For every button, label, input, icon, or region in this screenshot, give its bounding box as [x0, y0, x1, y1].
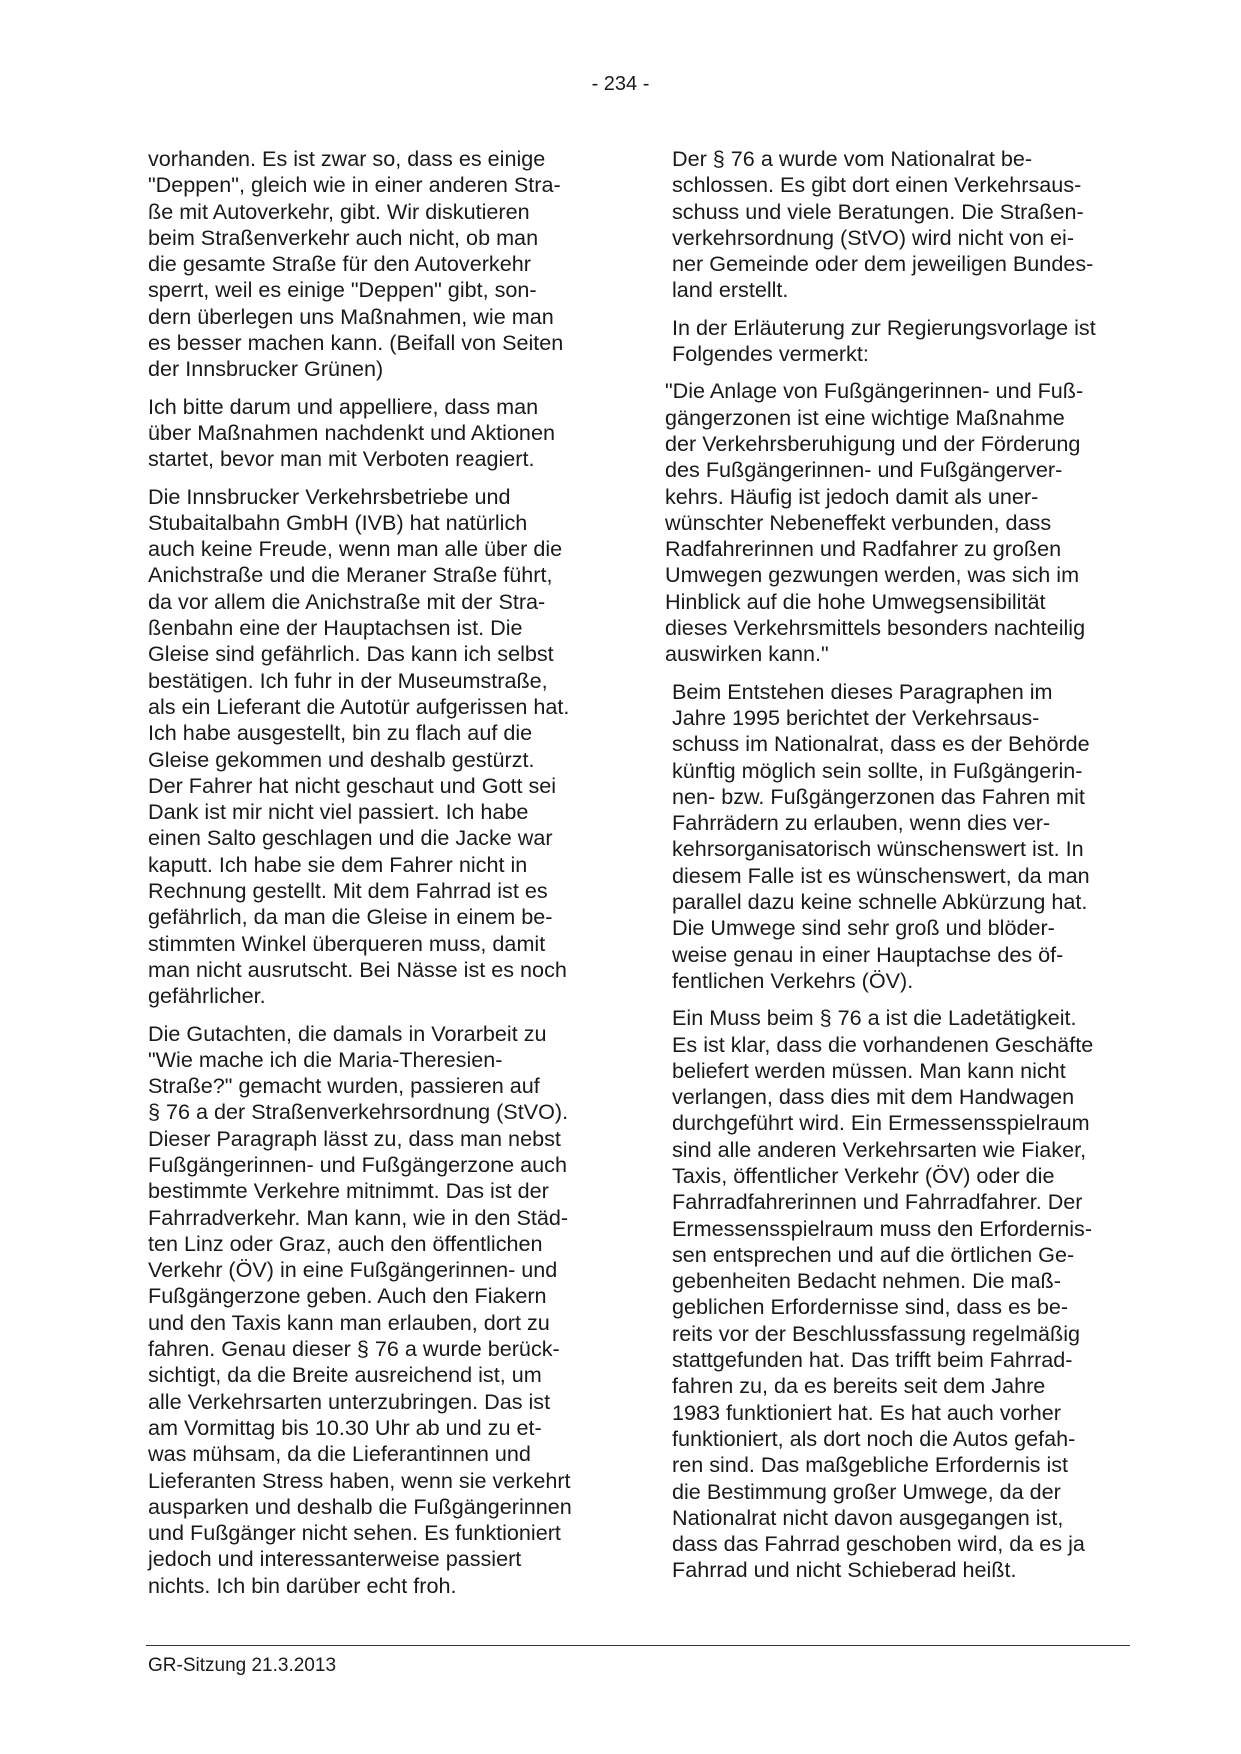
text-line: Radfahrerinnen und Radfahrer zu großen: [665, 536, 1062, 562]
text-line: nichts. Ich bin darüber echt froh.: [148, 1572, 457, 1598]
text-line: kehrsorganisatorisch wünschenswert ist. In: [672, 836, 1084, 862]
text-line: reits vor der Beschlussfassung regelmäßig: [672, 1320, 1081, 1346]
text-line: gängerzonen ist eine wichtige Maßnahme: [665, 404, 1065, 430]
text-line: Folgendes vermerkt:: [672, 341, 869, 367]
text-line: Stubaitalbahn GmbH (IVB) hat natürlich: [148, 509, 528, 535]
right-column-paragraph: [672, 146, 1136, 304]
left-column-paragraph: [148, 146, 600, 383]
right-column-paragraph: [672, 679, 1136, 995]
text-line: künftig möglich sein sollte, in Fußgängerin-: [672, 757, 1083, 783]
right-column-quote-paragraph: [665, 378, 1136, 667]
text-line: schlossen. Es gibt dort einen Verkehrsaus-: [672, 172, 1082, 198]
text-line: einen Salto geschlagen und die Jacke war: [148, 825, 553, 851]
text-line: beliefert werden müssen. Man kann nicht: [672, 1057, 1066, 1083]
text-line: Straße?" gemacht wurden, passieren auf: [148, 1073, 540, 1099]
text-line: die gesamte Straße für den Autoverkehr: [148, 251, 531, 277]
text-line: Der § 76 a wurde vom Nationalrat be-: [672, 146, 1033, 171]
text-line: dern überlegen uns Maßnahmen, wie man: [148, 303, 554, 329]
text-line: stattgefunden hat. Das trifft beim Fahrrad-: [672, 1347, 1073, 1373]
text-line: und Fußgänger nicht sehen. Es funktioniert: [148, 1520, 561, 1546]
text-line: Taxis, öffentlicher Verkehr (ÖV) oder die: [672, 1162, 1055, 1188]
page-number: - 234 -: [591, 73, 650, 95]
text-line: dieses Verkehrsmittels besonders nachteilig: [665, 615, 1086, 641]
text-line: beim Straßenverkehr auch nicht, ob man: [148, 224, 539, 250]
left-column-paragraph: [148, 394, 600, 473]
text-line: man nicht ausrutscht. Bei Nässe ist es noch: [148, 956, 567, 982]
text-line: startet, bevor man mit Verboten reagiert.: [148, 446, 535, 472]
text-line: Die Innsbrucker Verkehrsbetriebe und: [148, 483, 511, 509]
text-line: über Maßnahmen nachdenkt und Aktionen: [148, 419, 555, 445]
left-column-paragraph: [148, 484, 600, 1010]
text-line: was mühsam, da die Lieferantinnen und: [148, 1441, 531, 1467]
text-line: auch keine Freude, wenn man alle über die: [148, 536, 563, 562]
text-line: wünschter Nebeneffekt verbunden, dass: [665, 509, 1052, 535]
text-line: sichtigt, da die Breite ausreichend ist, um: [148, 1362, 542, 1388]
text-line: bestimmte Verkehre mitnimmt. Das ist der: [148, 1178, 549, 1204]
text-line: und den Taxis kann man erlauben, dort zu: [148, 1309, 550, 1335]
footer-divider: [146, 1645, 1130, 1646]
text-line: bestätigen. Ich fuhr in der Museumstraße,: [148, 667, 548, 693]
text-line: gefährlicher.: [148, 983, 266, 1009]
text-line: Lieferanten Stress haben, wenn sie verkehrt: [148, 1467, 571, 1493]
text-line: Dank ist mir nicht viel passiert. Ich habe: [148, 799, 529, 825]
text-line: schuss und viele Beratungen. Die Straßen-: [672, 198, 1084, 224]
text-line: jedoch und interessanterweise passiert: [148, 1546, 522, 1572]
text-line: des Fußgängerinnen- und Fußgängerver-: [665, 457, 1063, 483]
text-line: verkehrsordnung (StVO) wird nicht von ei-: [672, 224, 1075, 250]
text-line: gefährlich, da man die Gleise in einem be-: [148, 904, 553, 930]
text-line: ren sind. Das maßgebliche Erfordernis ist: [672, 1452, 1069, 1478]
text-line: In der Erläuterung zur Regierungsvorlage ist: [672, 314, 1096, 340]
text-line: es besser machen kann. (Beifall von Seiten: [148, 330, 564, 356]
text-line: "Wie mache ich die Maria-Theresien-: [148, 1046, 503, 1072]
text-line: Fahrrad und nicht Schieberad heißt.: [672, 1557, 1017, 1583]
text-line: Umwegen gezwungen werden, was sich im: [665, 562, 1080, 588]
text-line: Verkehr (ÖV) in eine Fußgängerinnen- und: [148, 1257, 558, 1283]
text-line: "Die Anlage von Fußgängerinnen- und Fuß-: [665, 378, 1084, 404]
text-line: Rechnung gestellt. Mit dem Fahrrad ist es: [148, 878, 548, 904]
text-line: sperrt, weil es einige "Deppen" gibt, son-: [148, 277, 537, 303]
text-line: da vor allem die Anichstraße mit der Stra-: [148, 588, 546, 614]
text-line: ße mit Autoverkehr, gibt. Wir diskutieren: [148, 198, 530, 224]
text-line: sind alle anderen Verkehrsarten wie Fiaker,: [672, 1136, 1087, 1162]
text-line: vorhanden. Es ist zwar so, dass es einige: [148, 146, 546, 171]
right-column: [665, 146, 1136, 1595]
text-line: ner Gemeinde oder dem jeweiligen Bundes-: [672, 251, 1094, 277]
text-line: der Innsbrucker Grünen): [148, 356, 384, 382]
text-line: Ich bitte darum und appelliere, dass man: [148, 393, 539, 419]
text-line: ausparken und deshalb die Fußgängerinnen: [148, 1493, 572, 1519]
text-line: dass das Fahrrad geschoben wird, da es ja: [672, 1531, 1085, 1557]
text-line: Anichstraße und die Meraner Straße führt,: [148, 562, 553, 588]
text-line: Gleise sind gefährlich. Das kann ich selbst: [148, 641, 554, 667]
text-line: die Bestimmung großer Umwege, da der: [672, 1478, 1061, 1504]
text-line: diesem Falle ist es wünschenswert, da man: [672, 862, 1090, 888]
left-column: [148, 146, 600, 1610]
text-line: kaputt. Ich habe sie dem Fahrer nicht in: [148, 851, 528, 877]
text-line: Dieser Paragraph lässt zu, dass man nebst: [148, 1125, 561, 1151]
right-column-paragraph: [672, 1005, 1136, 1584]
text-line: Fahrradverkehr. Man kann, wie in den Städ-: [148, 1204, 569, 1230]
text-line: Fußgängerinnen- und Fußgängerzone auch: [148, 1151, 567, 1177]
right-column-paragraph: [672, 315, 1136, 368]
text-line: Beim Entstehen dieses Paragraphen im: [672, 678, 1053, 704]
footer-session-date: GR-Sitzung 21.3.2013: [148, 1655, 337, 1676]
left-column-paragraph: [148, 1021, 600, 1600]
text-line: geblichen Erfordernisse sind, dass es be-: [672, 1294, 1069, 1320]
text-line: Hinblick auf die hohe Umwegsensibilität: [665, 588, 1046, 614]
text-line: Gleise gekommen und deshalb gestürzt.: [148, 746, 535, 772]
text-line: fentlichen Verkehrs (ÖV).: [672, 967, 914, 993]
text-line: Ein Muss beim § 76 a ist die Ladetätigkeit.: [672, 1005, 1077, 1031]
text-line: schuss im Nationalrat, dass es der Behörde: [672, 731, 1090, 757]
text-line: Nationalrat nicht davon ausgegangen ist,: [672, 1504, 1064, 1530]
text-line: Fahrrädern zu erlauben, wenn dies ver-: [672, 810, 1051, 836]
text-line: am Vormittag bis 10.30 Uhr ab und zu et-: [148, 1414, 542, 1440]
text-line: gebenheiten Bedacht nehmen. Die maß-: [672, 1268, 1061, 1294]
text-line: Jahre 1995 berichtet der Verkehrsaus-: [672, 704, 1040, 730]
text-line: Ermessensspielraum muss den Erfordernis-: [672, 1215, 1093, 1241]
text-line: weise genau in einer Hauptachse des öf-: [672, 941, 1064, 967]
text-line: auswirken kann.": [665, 641, 829, 667]
text-line: durchgeführt wird. Ein Ermessensspielraum: [672, 1110, 1090, 1136]
text-line: § 76 a der Straßenverkehrsordnung (StVO).: [148, 1099, 569, 1125]
text-line: als ein Lieferant die Autotür aufgerissen hat.: [148, 693, 570, 719]
text-line: Es ist klar, dass die vorhandenen Geschäfte: [672, 1031, 1094, 1057]
text-line: land erstellt.: [672, 277, 789, 303]
text-line: sen entsprechen und auf die örtlichen Ge-: [672, 1241, 1075, 1267]
text-line: 1983 funktioniert hat. Es hat auch vorher: [672, 1399, 1061, 1425]
text-line: parallel dazu keine schnelle Abkürzung hat.: [672, 889, 1088, 915]
text-line: Die Gutachten, die damals in Vorarbeit zu: [148, 1020, 547, 1046]
text-line: kehrs. Häufig ist jedoch damit als uner-: [665, 483, 1039, 509]
text-line: funktioniert, als dort noch die Autos gefah-: [672, 1425, 1076, 1451]
text-line: verlangen, dass dies mit dem Handwagen: [672, 1084, 1075, 1110]
text-line: fahren. Genau dieser § 76 a wurde berück-: [148, 1336, 560, 1362]
text-line: stimmten Winkel überqueren muss, damit: [148, 930, 546, 956]
text-line: Fahrradfahrerinnen und Fahrradfahrer. Der: [672, 1189, 1083, 1215]
text-line: alle Verkehrsarten unterzubringen. Das ist: [148, 1388, 551, 1414]
text-line: Ich habe ausgestellt, bin zu flach auf die: [148, 720, 533, 746]
text-line: Der Fahrer hat nicht geschaut und Gott sei: [148, 772, 557, 798]
text-line: nen- bzw. Fußgängerzonen das Fahren mit: [672, 783, 1085, 809]
text-line: fahren zu, da es bereits seit dem Jahre: [672, 1373, 1046, 1399]
text-line: der Verkehrsberuhigung und der Förderung: [665, 430, 1081, 456]
text-line: Die Umwege sind sehr groß und blöder-: [672, 915, 1055, 941]
text-line: "Deppen", gleich wie in einer anderen Stra-: [148, 172, 561, 198]
text-line: ßenbahn eine der Hauptachsen ist. Die: [148, 615, 523, 641]
text-line: Fußgängerzone geben. Auch den Fiakern: [148, 1283, 547, 1309]
text-line: ten Linz oder Graz, auch den öffentlichen: [148, 1230, 543, 1256]
